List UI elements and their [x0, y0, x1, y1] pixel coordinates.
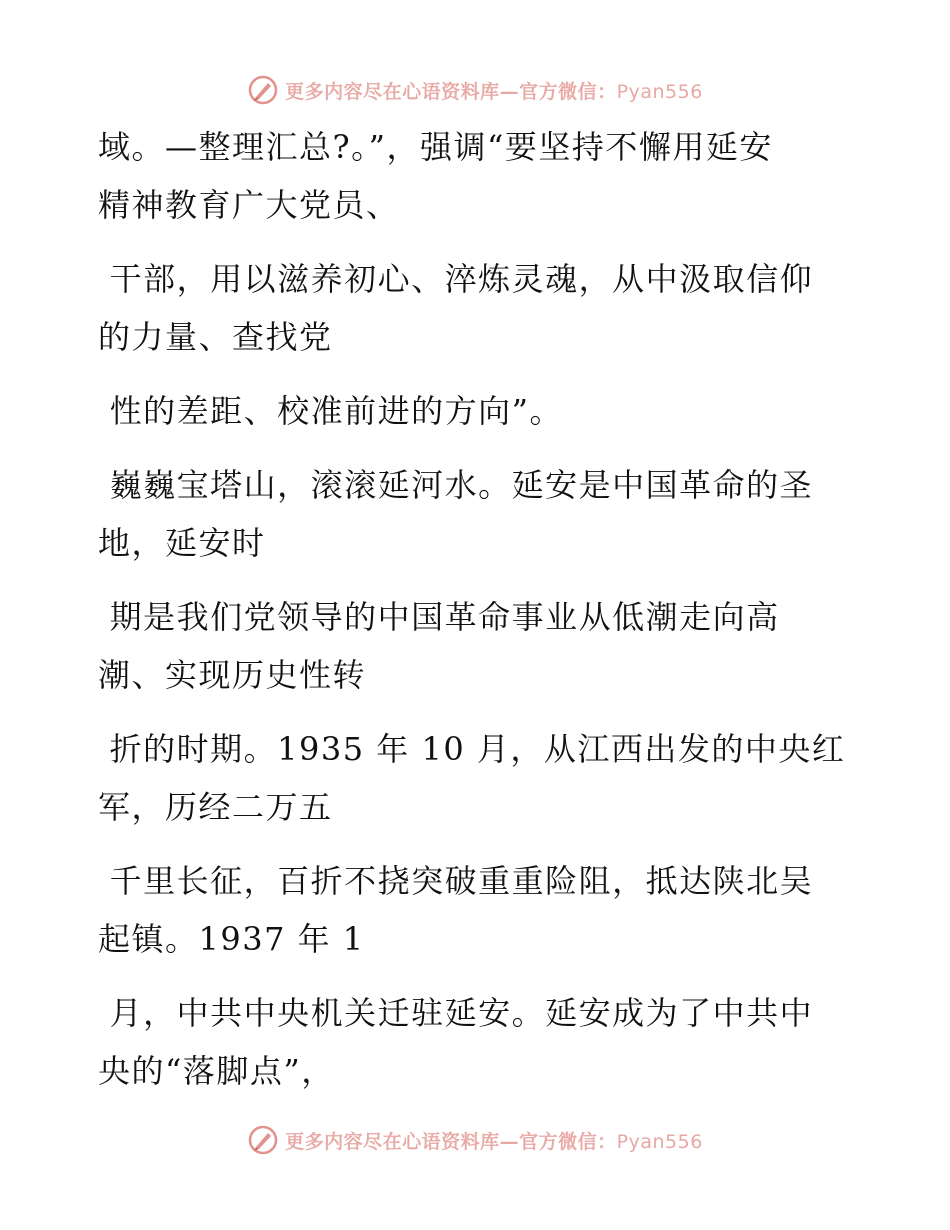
- footer-banner-text: [285, 1127, 703, 1154]
- pen-logo-icon: [247, 74, 279, 106]
- document-body: [98, 118, 878, 1100]
- footer-banner-id: Pyan556: [616, 1130, 703, 1153]
- body-line: 军，历经二万五: [98, 788, 333, 826]
- header-watermark-banner: [0, 72, 950, 108]
- body-line: 潮、实现历史性转: [98, 656, 367, 694]
- body-line: 千里长征，百折不挠突破重重险阻，抵达陕北吴: [98, 862, 814, 900]
- body-line: 性的差距、校准前进的方向”。: [98, 392, 564, 430]
- header-banner-text: [285, 77, 703, 104]
- body-line: 干部，用以滋养初心、淬炼灵魂，从中汲取信仰: [98, 260, 814, 298]
- body-line: 折的时期。1935 年 10 月，从江西出发的中央红: [98, 730, 846, 768]
- footer-banner-cn: 更多内容尽在心语资料库—官方微信：: [285, 1130, 617, 1153]
- body-line: 精神教育广大党员、: [98, 186, 400, 224]
- body-line: 期是我们党领导的中国革命事业从低潮走向高: [98, 598, 780, 636]
- body-line: 央的“落脚点”，: [98, 1052, 335, 1090]
- body-line: 起镇。1937 年 1: [98, 920, 365, 958]
- header-banner-cn: 更多内容尽在心语资料库—官方微信：: [285, 80, 617, 103]
- pen-logo-icon: [247, 1124, 279, 1156]
- footer-watermark-banner: [0, 1122, 950, 1158]
- body-line: 的力量、查找党: [98, 318, 333, 356]
- body-line: 域。—整理汇总?。”，强调“要坚持不懈用延安: [98, 128, 773, 166]
- body-line: 巍巍宝塔山，滚滚延河水。延安是中国革命的圣: [98, 466, 814, 504]
- header-banner-id: Pyan556: [616, 80, 703, 103]
- body-line: 地，延安时: [98, 524, 266, 562]
- body-line: 月，中共中央机关迁驻延安。延安成为了中共中: [98, 994, 814, 1032]
